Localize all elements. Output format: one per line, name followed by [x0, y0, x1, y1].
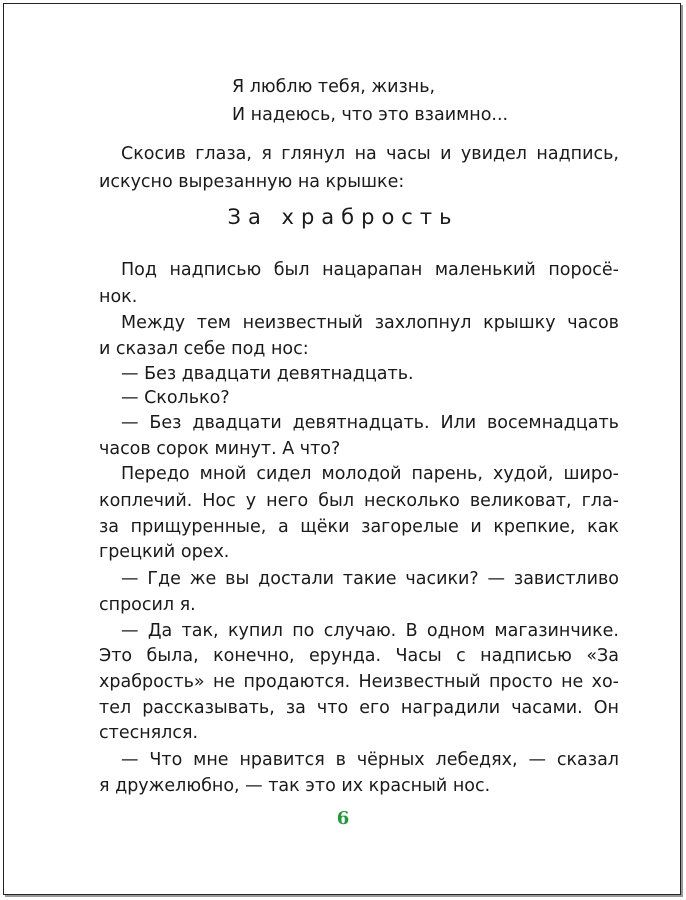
text-line: и сказал себе под нос: — [99, 339, 309, 359]
text-line: Передо мной сидел молодой парень, худой, широ- — [121, 464, 619, 484]
text-line: искусно вырезанную на крышке: — [99, 172, 405, 192]
text-line: за прищуренные, а щёки загорелые и крепкие, как — [99, 517, 619, 537]
text-line: грецкий орех. — [99, 542, 230, 562]
text-line: Скосив глаза, я глянул на часы и увидел надпись, — [121, 144, 619, 164]
page-number: 6 — [336, 808, 350, 829]
text-line: Это была, конечно, ерунда. Часы с надписью «За — [99, 646, 619, 666]
text-line: храбрость» не продаются. Неизвестный просто не хо- — [99, 672, 619, 692]
verse-line: И надеюсь, что это взаимно... — [232, 105, 509, 125]
verse-line: Я люблю тебя, жизнь, — [232, 77, 436, 97]
text-line: — Где же вы достали такие часики? — завистливо — [121, 569, 619, 589]
text-line: — Что мне нравится в чёрных лебедях, — сказал — [121, 750, 619, 770]
text-line: — Без двадцати девятнадцать. — [121, 364, 414, 384]
text-line: нок. — [99, 287, 138, 307]
text-line: — Без двадцати девятнадцать. Или восемнадцать — [121, 413, 619, 433]
chapter-heading: За храбрость — [227, 205, 459, 229]
text-line: тел рассказывать, за что его наградили часами. Он — [99, 698, 619, 718]
text-line: — Да так, купил по случаю. В одном магазинчике. — [121, 621, 619, 641]
text-line: — Сколько? — [121, 388, 230, 408]
text-line: Под надписью был нацарапан маленький поросё- — [121, 260, 619, 280]
text-line: часов сорок минут. А что? — [99, 439, 341, 459]
text-line: я дружелюбно, — так это их красный нос. — [99, 776, 491, 796]
text-line: спросил я. — [99, 595, 196, 615]
text-line: Между тем неизвестный захлопнул крышку часов — [121, 313, 619, 333]
text-line: коплечий. Нос у него был несколько великоват, гла- — [99, 491, 619, 511]
text-line: стеснялся. — [99, 723, 199, 743]
